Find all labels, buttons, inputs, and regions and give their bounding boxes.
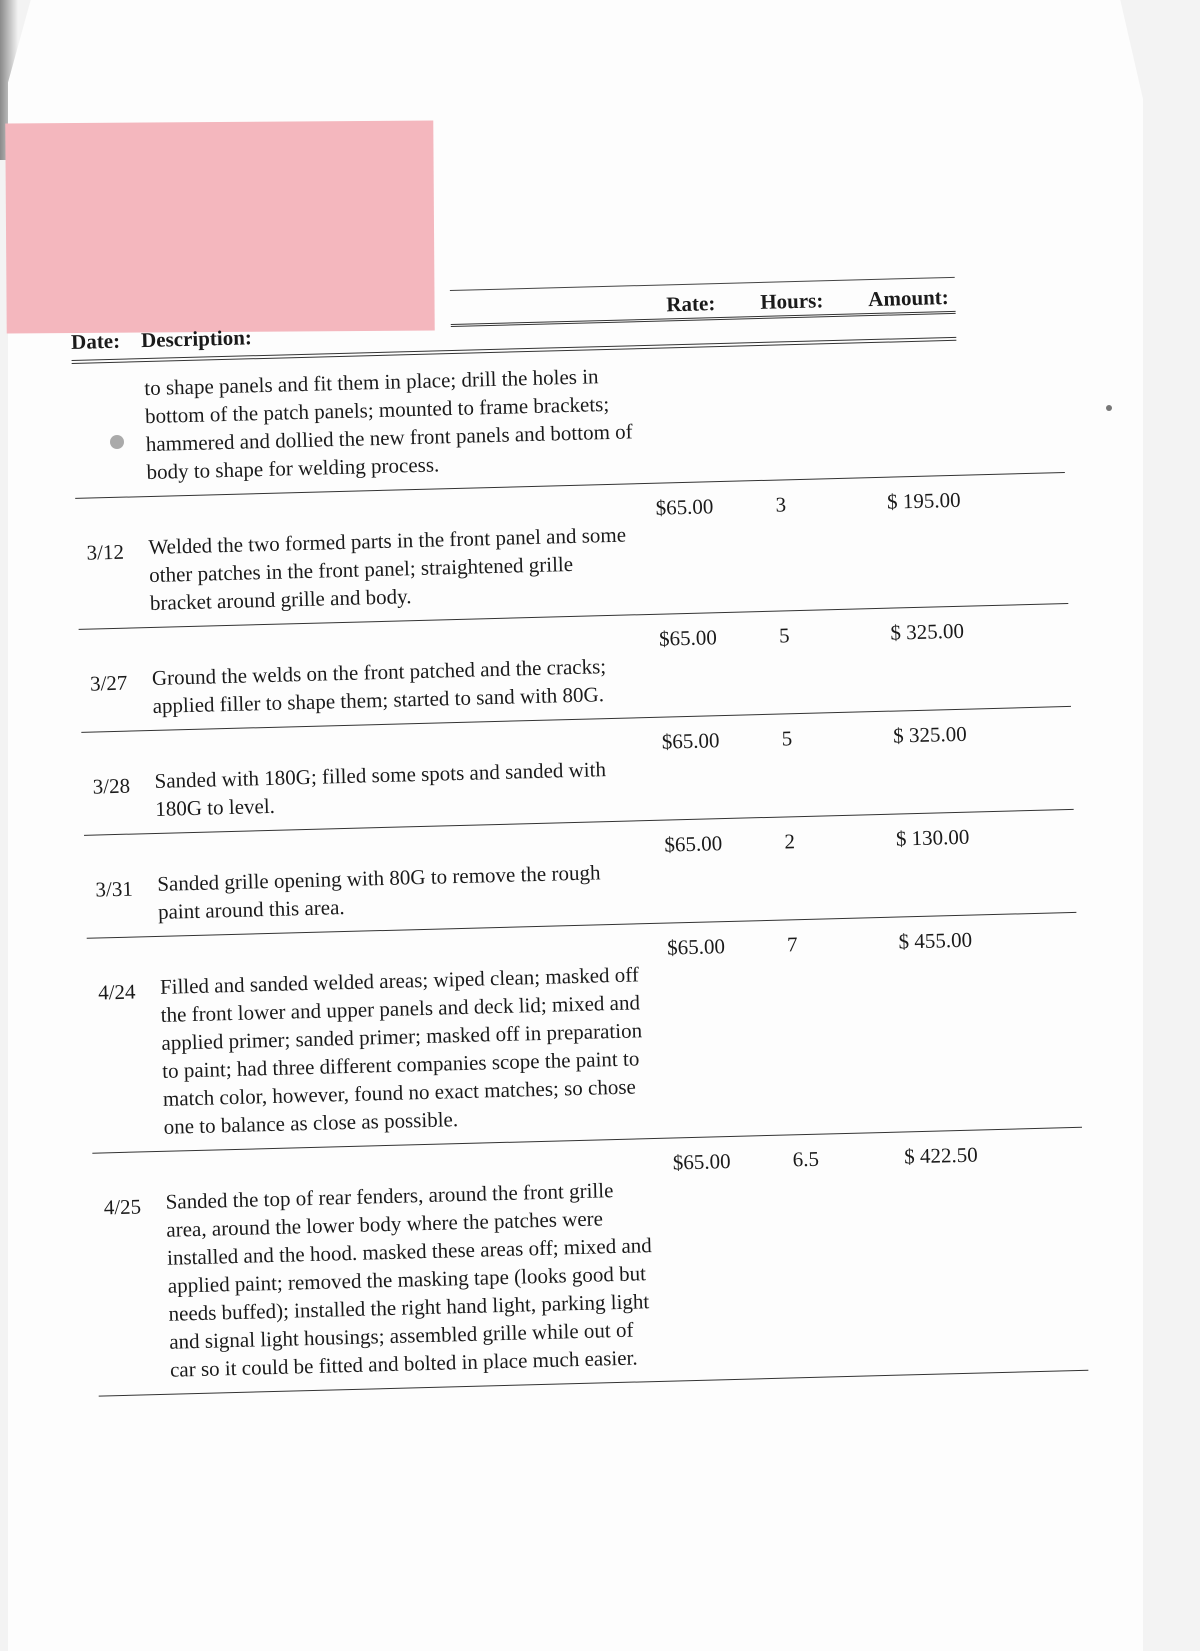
entries-list xyxy=(72,342,1089,1397)
table-row xyxy=(87,913,1082,1154)
rate-header: Rate: xyxy=(666,291,716,317)
invoice-table xyxy=(70,274,1088,1397)
entry-date: 3/27 xyxy=(89,670,128,696)
entry-hours: 3 xyxy=(775,492,787,517)
entry-amount: $ 130.00 xyxy=(895,824,970,851)
entry-description: to shape panels and fit them in place; drill the holes in bottom of the patch panels; mounted to frame brackets; hammered and dollied the new front panels and bottom of body to shape for welding process. xyxy=(144,364,633,485)
entry-amount: $ 422.50 xyxy=(903,1142,978,1169)
entry-rate: $65.00 xyxy=(666,934,726,960)
hours-header: Hours: xyxy=(759,288,824,314)
entry-description: Ground the welds on the front patched and the cracks; applied filler to shape them; started to sand with 80G. xyxy=(151,654,607,718)
entry-description: Filled and sanded welded areas; wiped clean; masked off the front lower and upper panels and deck lid; mixed and applied primer; sanded primer; masked off in preparation to paint; had three different companies scope the paint to match color, however, found no exact matches; so chose one to balance as close as possible. xyxy=(159,962,643,1139)
entry-date: 4/24 xyxy=(97,979,136,1005)
entry-amount: $ 325.00 xyxy=(892,721,967,748)
amount-header: Amount: xyxy=(867,285,950,312)
entry-hours: 6.5 xyxy=(792,1146,820,1172)
table-row xyxy=(72,342,1065,499)
entry-hours: 7 xyxy=(786,932,798,957)
description-header: Description: xyxy=(140,325,253,353)
entry-hours: 5 xyxy=(778,623,790,648)
table-row xyxy=(75,473,1068,630)
entry-date: 3/12 xyxy=(86,539,125,565)
entry-amount: $ 195.00 xyxy=(886,487,961,514)
entry-date: 3/31 xyxy=(95,876,134,902)
entry-description: Sanded with 180G; filled some spots and sanded with 180G to level. xyxy=(154,757,607,821)
entry-rate: $65.00 xyxy=(658,625,718,651)
entry-rate: $65.00 xyxy=(664,831,723,857)
entry-hours: 2 xyxy=(784,829,796,854)
entry-date: 4/25 xyxy=(103,1194,142,1220)
entry-hours: 5 xyxy=(781,726,793,751)
entry-amount: $ 455.00 xyxy=(898,927,973,954)
entry-description: Welded the two formed parts in the front panel and some other patches in the front panel; straightened grille bracket around grille and body. xyxy=(148,522,627,616)
entry-date: 3/28 xyxy=(92,773,131,799)
entry-rate: $65.00 xyxy=(655,494,714,520)
entry-amount: $ 325.00 xyxy=(890,618,965,645)
entry-amount xyxy=(842,355,957,358)
entry-rate: $65.00 xyxy=(661,728,720,754)
date-header: Date: xyxy=(70,328,121,354)
table-row xyxy=(92,1128,1088,1397)
scan-smudge xyxy=(110,435,124,449)
entry-description: Sanded the top of rear fenders, around the front grille area, around the lower body where the patches were installed and the hood. masked these areas off; mixed and applied paint; removed the masking tape (looks good but needs buffed); installed the right hand light, parking light and signal light housings; assembled grille while out of car so it could be fitted and bolted in place much easier. xyxy=(165,1178,653,1382)
scan-speck xyxy=(1106,405,1112,411)
entry-rate: $65.00 xyxy=(672,1149,731,1175)
entry-description: Sanded grille opening with 80G to remove the rough paint around this area. xyxy=(157,860,601,924)
